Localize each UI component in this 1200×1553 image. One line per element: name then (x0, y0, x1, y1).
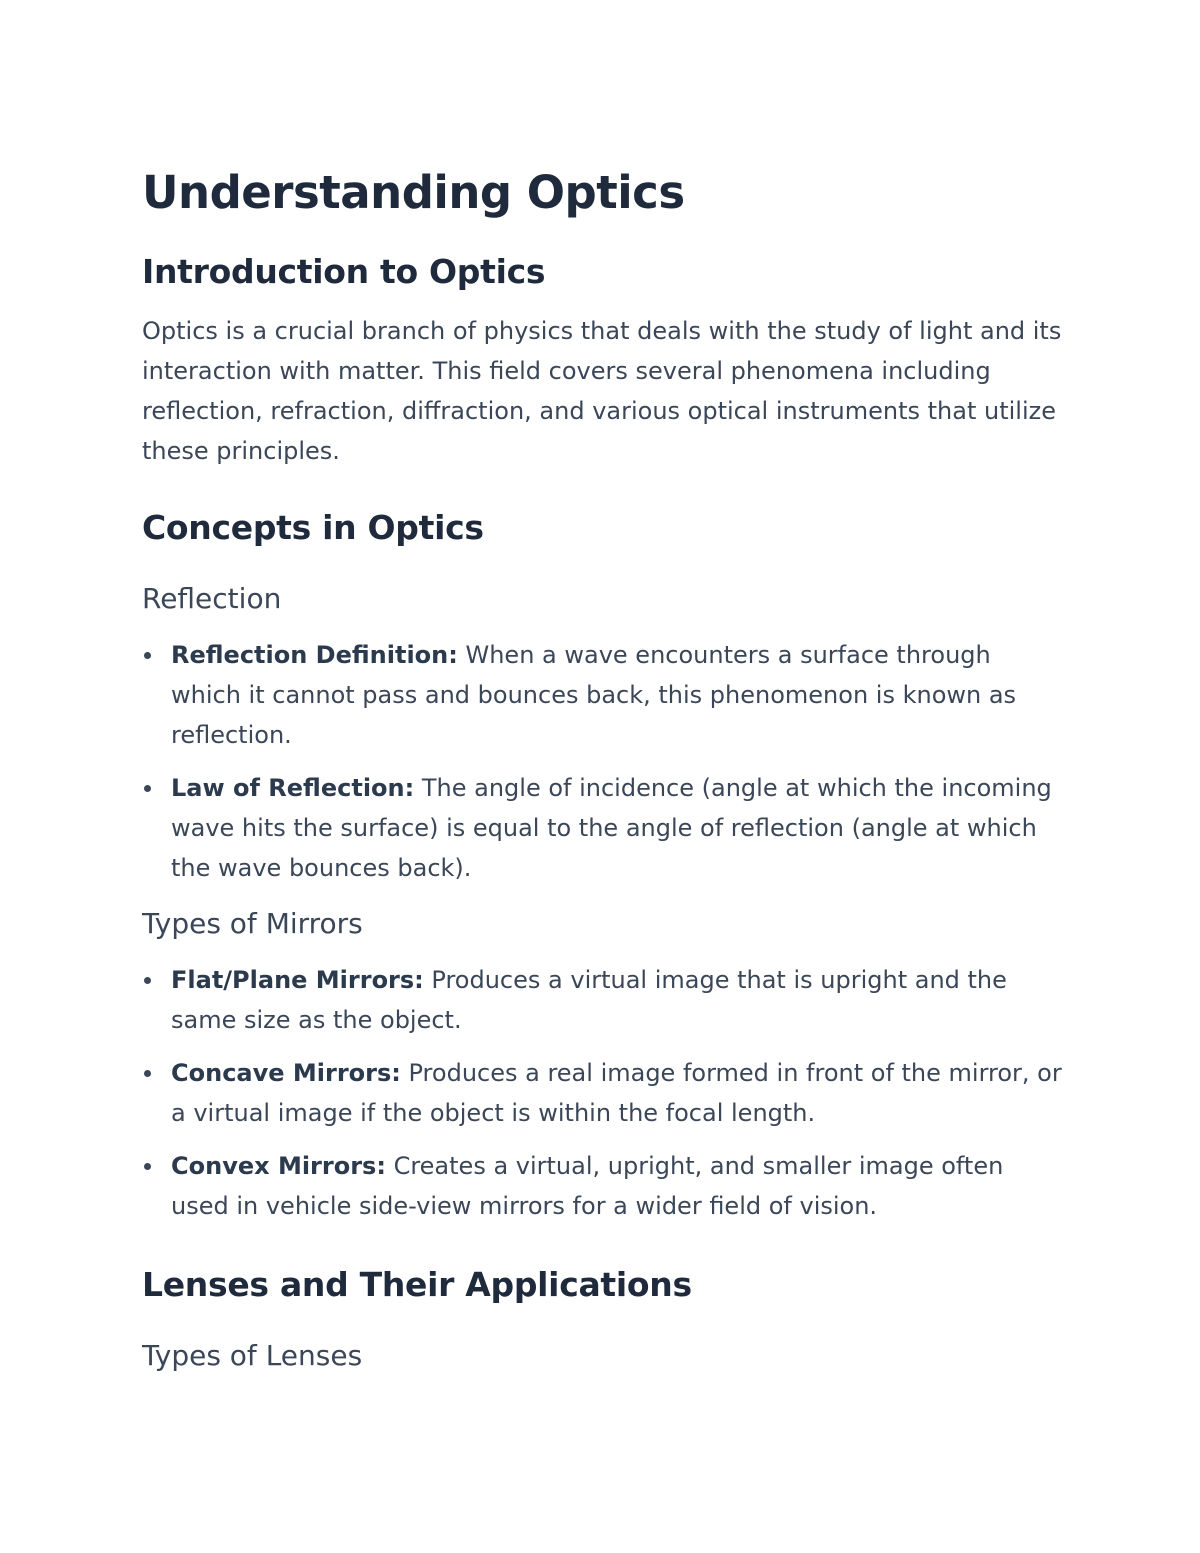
reflection-list (142, 635, 1062, 888)
bullet-icon (144, 652, 151, 659)
section-heading-lenses: Lenses and Their Applications (142, 1265, 692, 1304)
list-item (142, 1146, 1062, 1226)
list-item-text: Produces a virtual image that is upright and the same size as the object. (171, 966, 1007, 1034)
section-heading-concepts: Concepts in Optics (142, 508, 484, 547)
list-item-term: Law of Reflection: (171, 774, 415, 802)
list-item (142, 768, 1062, 888)
list-item-text: The angle of incidence (angle at which the incoming wave hits the surface) is equal to the angle of reflection (angle at which the wave bounces back). (171, 774, 1052, 882)
document-page (142, 165, 1062, 1376)
bullet-icon (144, 1163, 151, 1170)
list-item (142, 635, 1062, 755)
list-item-term: Concave Mirrors: (171, 1059, 401, 1087)
subheading-reflection: Reflection (142, 582, 282, 615)
bullet-icon (144, 977, 151, 984)
subheading-types-of-mirrors: Types of Mirrors (142, 907, 363, 940)
list-item-term: Flat/Plane Mirrors: (171, 966, 424, 994)
list-item-term: Convex Mirrors: (171, 1152, 386, 1180)
subheading-types-of-lenses: Types of Lenses (142, 1339, 363, 1372)
bullet-icon (144, 785, 151, 792)
list-item (142, 960, 1062, 1040)
bullet-icon (144, 1070, 151, 1077)
list-item-text: Produces a real image formed in front of the mirror, or a virtual image if the object is within the focal length. (171, 1059, 1062, 1127)
intro-paragraph: Optics is a crucial branch of physics that deals with the study of light and its interaction with matter. This field covers several phenomena including reflection, refraction, diffraction, and various optical instruments that utilize these principles. (142, 317, 1062, 465)
list-item (142, 1053, 1062, 1133)
list-item-text: When a wave encounters a surface through which it cannot pass and bounces back, this phenomenon is known as reflection. (171, 641, 1017, 749)
mirrors-list (142, 960, 1062, 1226)
list-item-term: Reflection Definition: (171, 641, 458, 669)
section-heading-introduction: Introduction to Optics (142, 252, 546, 291)
document-title: Understanding Optics (142, 166, 685, 219)
list-item-text: Creates a virtual, upright, and smaller image often used in vehicle side-view mirrors for a wider field of vision. (171, 1152, 1004, 1220)
